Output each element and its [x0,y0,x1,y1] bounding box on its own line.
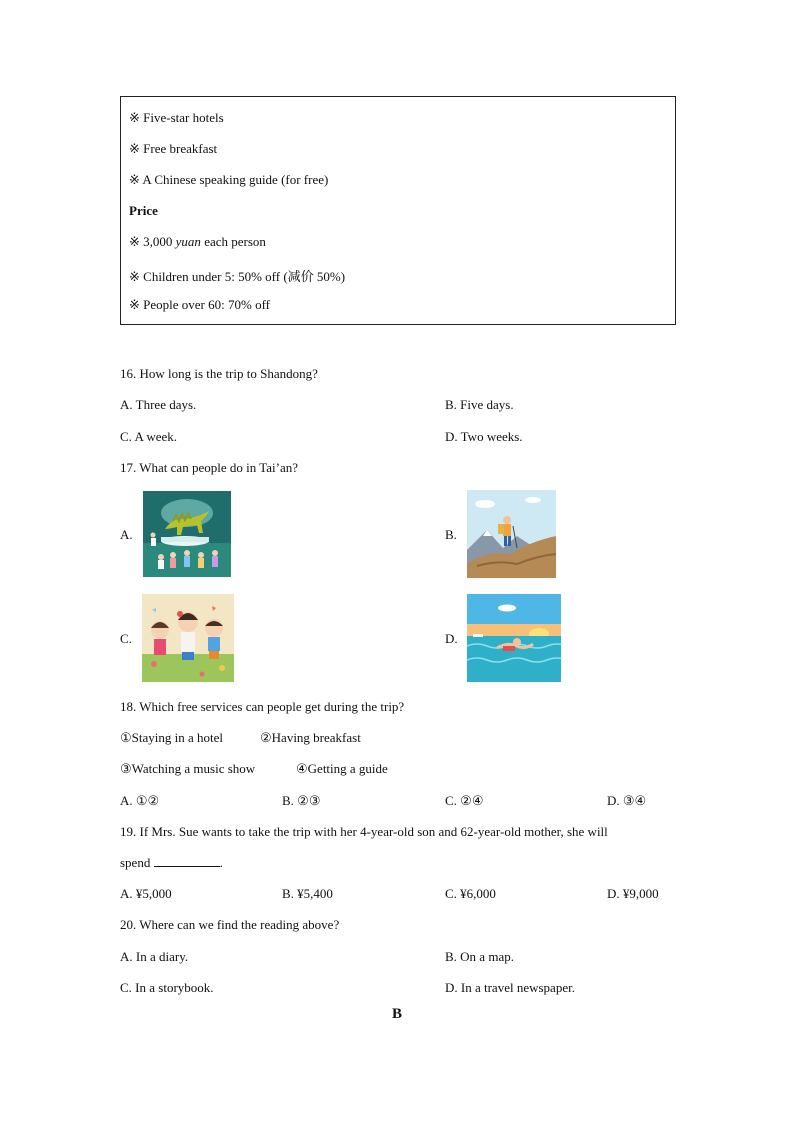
q18-option-b[interactable]: B. ②③ [282,793,321,808]
q19-option-b[interactable]: B. ¥5,400 [282,886,333,901]
children-dancing-image [142,594,234,682]
q20-option-c[interactable]: C. In a storybook. [120,980,214,995]
q17-option-b[interactable]: B. [445,527,457,542]
q16-option-c[interactable]: C. A week. [120,429,178,444]
price-each-person [129,234,266,250]
dinosaur-museum-image [143,491,231,577]
feature-guide: ※ A Chinese speaking guide (for free) [129,172,329,187]
q20-option-b[interactable]: B. On a map. [445,949,514,964]
q16-option-b[interactable]: B. Five days. [445,397,514,412]
q20-option-d[interactable]: D. In a travel newspaper. [445,980,575,995]
q16-option-d[interactable]: D. Two weeks. [445,429,523,444]
q18-choice-1: ①Staying in a hotel [120,730,224,745]
mountain-climbing-image [467,490,556,578]
q16-option-a[interactable]: A. Three days. [120,397,197,412]
feature-hotels: ※ Five-star hotels [129,110,224,125]
q18-option-d[interactable]: D. ③④ [607,793,647,808]
swimming-in-sea-image [467,594,561,682]
question-17: 17. What can people do in Tai’an? [120,460,299,475]
price-children: ※ Children under 5: 50% off (减价 50%) [129,269,346,284]
question-16: 16. How long is the trip to Shandong? [120,366,318,381]
price-currency: yuan [175,234,201,249]
section-label: B [391,1006,402,1022]
price-prefix: ※ 3,000 [129,234,176,249]
price-heading: Price [129,203,158,218]
q19-option-a[interactable]: A. ¥5,000 [120,886,172,901]
q18-option-c[interactable]: C. ②④ [445,793,484,808]
q20-option-a[interactable]: A. In a diary. [120,949,189,964]
question-19: 19. If Mrs. Sue wants to take the trip with her 4-year-old son and 62-year-old mother, she will [120,824,608,839]
q17-option-a[interactable]: A. [120,527,133,542]
q17-option-d[interactable]: D. [445,631,458,646]
q19-option-c[interactable]: C. ¥6,000 [445,886,496,901]
q18-option-a[interactable]: A. ①② [120,793,160,808]
price-suffix: each person [200,234,266,249]
q18-choice-3: ③Watching a music show [120,761,256,776]
q19-period: . [219,855,223,870]
price-seniors: ※ People over 60: 70% off [129,297,270,312]
answer-blank[interactable] [154,855,220,867]
q18-choice-4: ④Getting a guide [296,761,388,776]
question-19-continued [120,855,223,871]
feature-breakfast: ※ Free breakfast [129,141,218,156]
q18-choice-2: ②Having breakfast [260,730,361,745]
q19-option-d[interactable]: D. ¥9,000 [607,886,659,901]
question-20: 20. Where can we find the reading above? [120,917,340,932]
info-box [120,96,676,325]
question-18: 18. Which free services can people get during the trip? [120,699,405,714]
q19-spend-text: spend [120,855,154,870]
q17-option-c[interactable]: C. [120,631,132,646]
